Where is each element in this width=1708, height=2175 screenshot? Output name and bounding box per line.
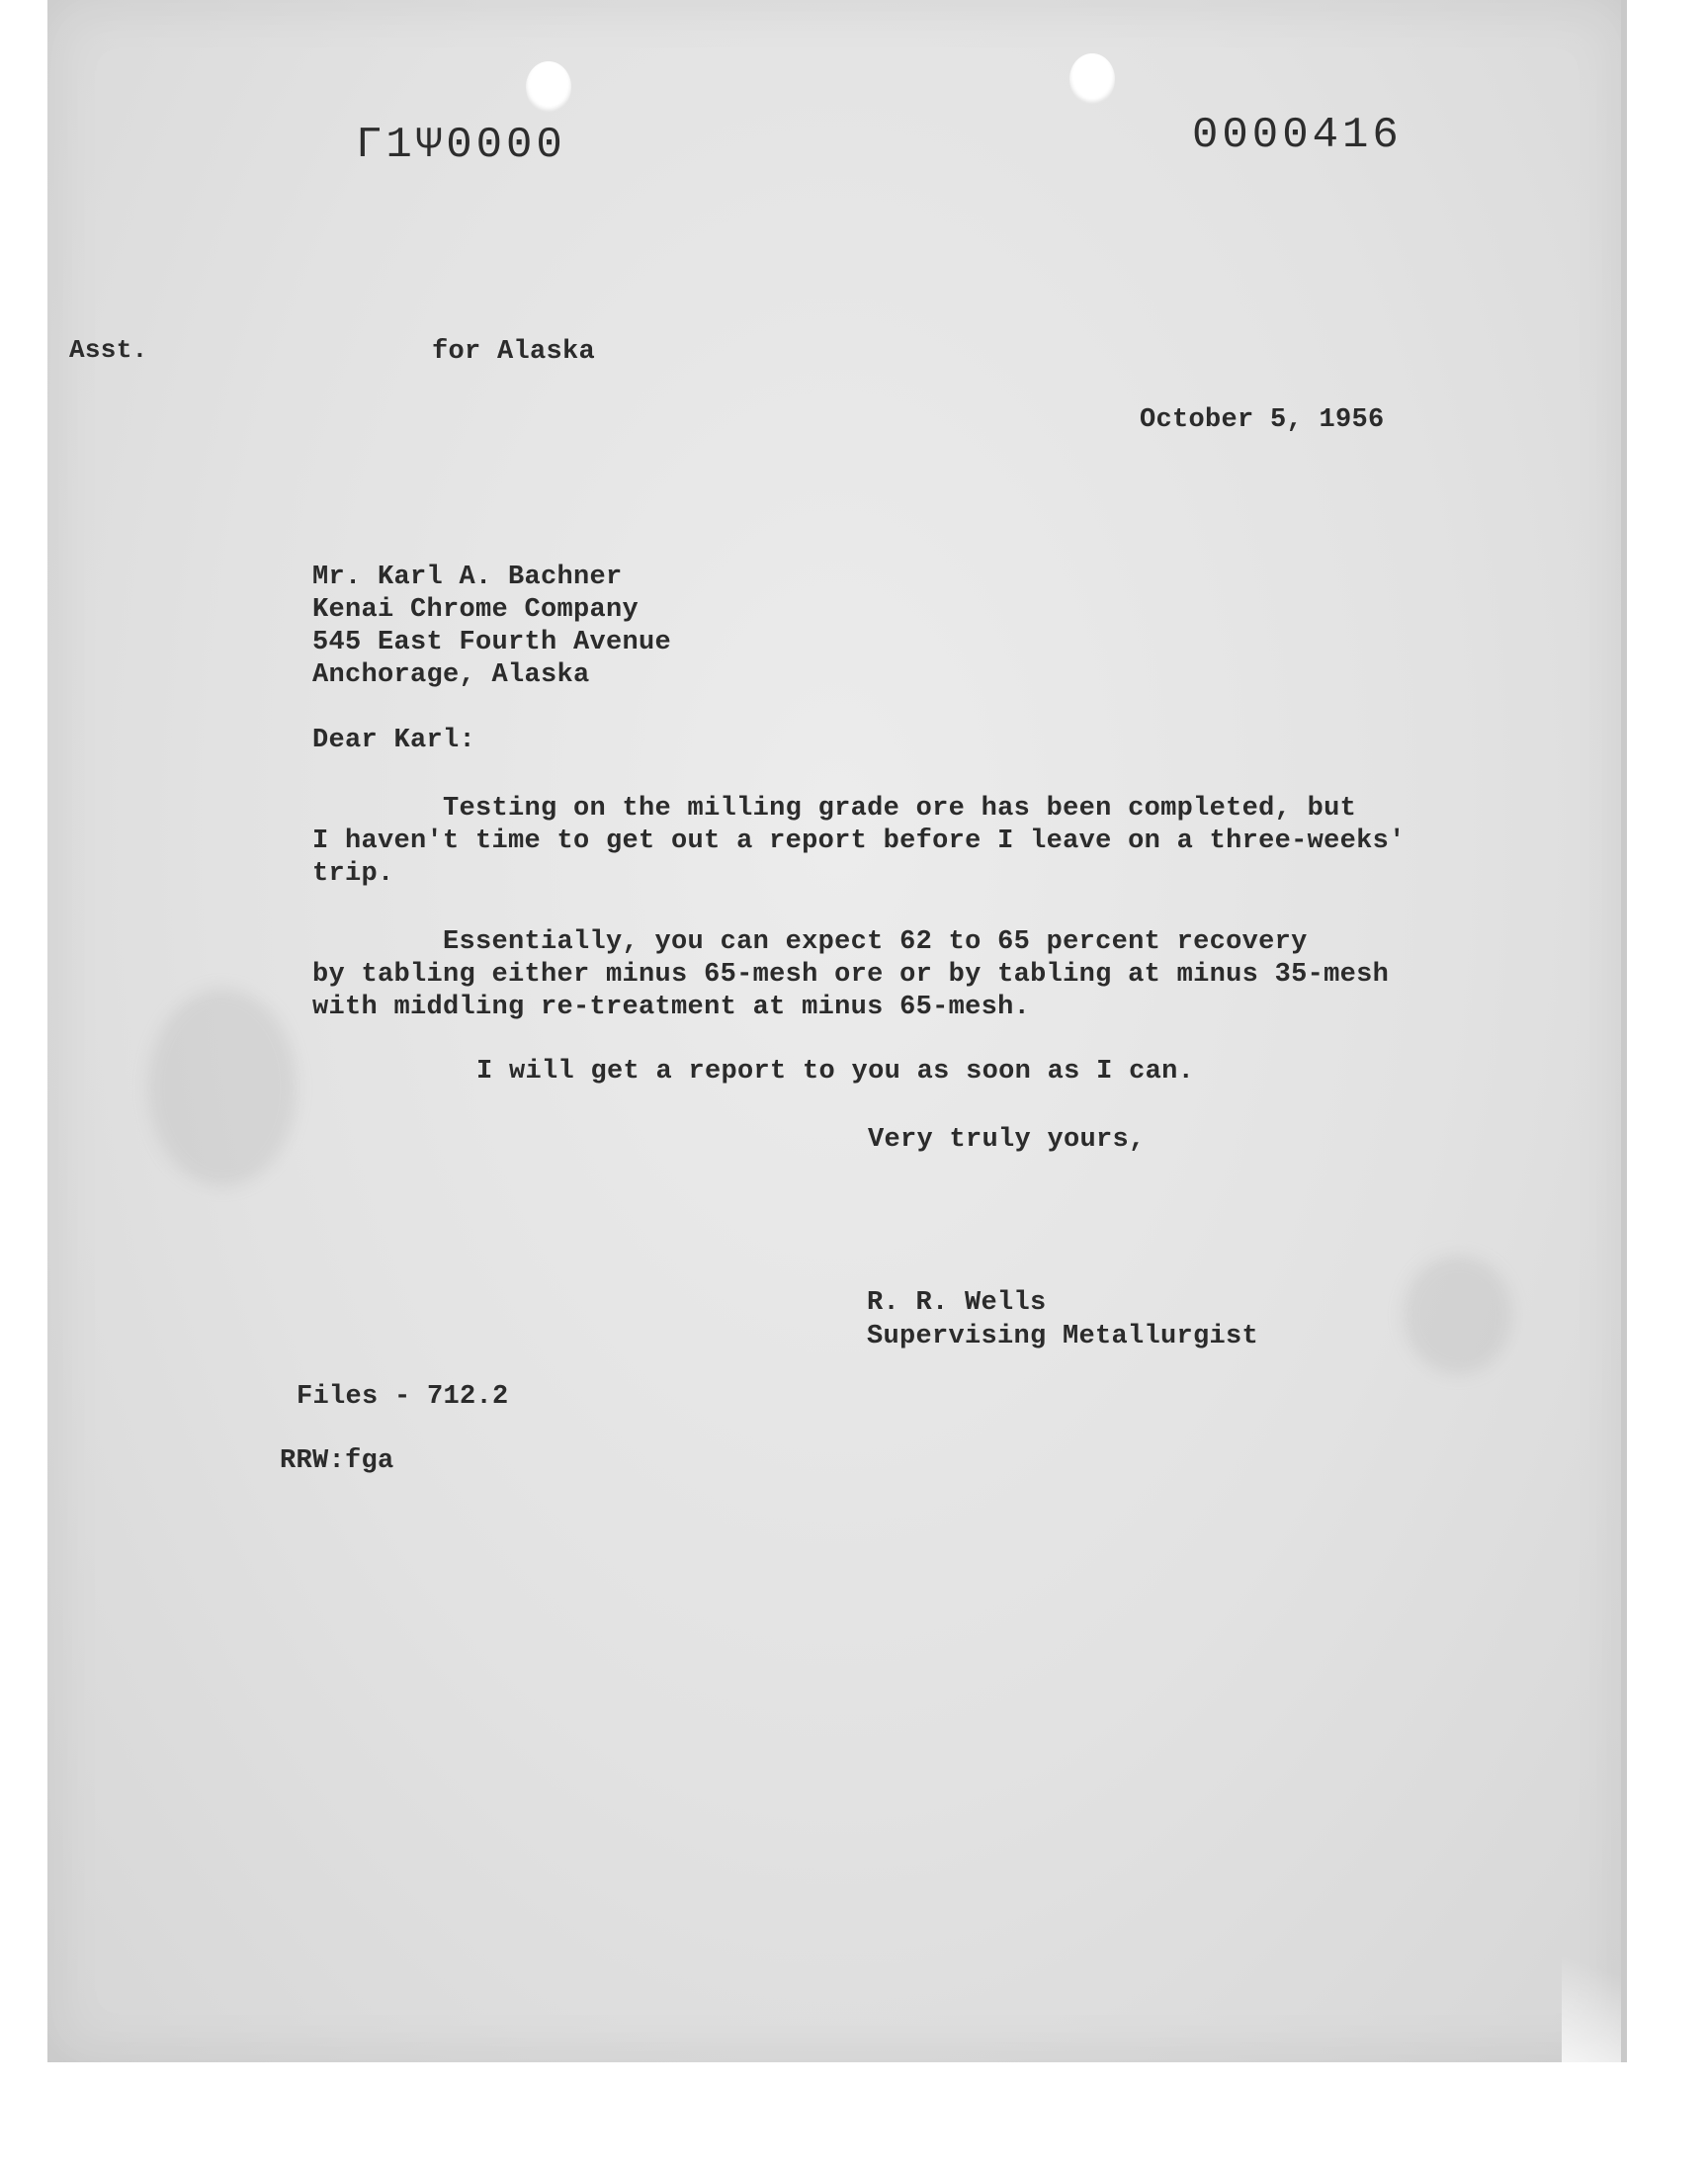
typist-initials: RRW:fga xyxy=(280,1446,394,1476)
page-fold-corner xyxy=(1562,1904,1621,2062)
body-paragraph-2 xyxy=(312,926,1389,1024)
smudge-mark xyxy=(148,989,297,1186)
letter-date: October 5, 1956 xyxy=(1140,405,1385,435)
scanned-letter-page xyxy=(47,0,1627,2062)
header-label-asst: Asst. xyxy=(69,335,148,365)
files-reference: Files - 712.2 xyxy=(297,1382,509,1412)
recipient-address xyxy=(312,562,671,692)
punch-hole-right xyxy=(1069,53,1115,105)
body-paragraph-3: I will get a report to you as soon as I can. xyxy=(476,1057,1195,1087)
smudge-mark xyxy=(1404,1256,1512,1374)
paragraph-line: trip. xyxy=(312,859,394,889)
paragraph-line: Testing on the milling grade ore has been completed, but xyxy=(312,794,1357,824)
recipient-city: Anchorage, Alaska xyxy=(312,660,590,690)
punch-hole-left xyxy=(526,61,571,113)
paragraph-line: by tabling either minus 65-mesh ore or by tabling at minus 35-mesh xyxy=(312,960,1390,990)
page-edge-shadow xyxy=(1621,0,1627,2062)
body-paragraph-1 xyxy=(312,793,1406,891)
closing: Very truly yours, xyxy=(868,1125,1146,1155)
document-number-left: Γ1Ψ0000 xyxy=(356,121,566,170)
recipient-name: Mr. Karl A. Bachner xyxy=(312,563,623,592)
signature-block xyxy=(867,1286,1258,1353)
salutation: Dear Karl: xyxy=(312,726,476,755)
paragraph-line: Essentially, you can expect 62 to 65 percent recovery xyxy=(312,927,1308,957)
paragraph-line: I haven't time to get out a report before I leave on a three-weeks' xyxy=(312,826,1406,856)
paragraph-line: with middling re-treatment at minus 65-mesh. xyxy=(312,993,1031,1022)
signer-title: Supervising Metallurgist xyxy=(867,1322,1259,1351)
header-label-for-alaska: for Alaska xyxy=(432,337,596,367)
recipient-street: 545 East Fourth Avenue xyxy=(312,628,672,657)
recipient-company: Kenai Chrome Company xyxy=(312,595,640,625)
signer-name: R. R. Wells xyxy=(867,1288,1047,1318)
document-number-right: 0000416 xyxy=(1192,111,1403,160)
